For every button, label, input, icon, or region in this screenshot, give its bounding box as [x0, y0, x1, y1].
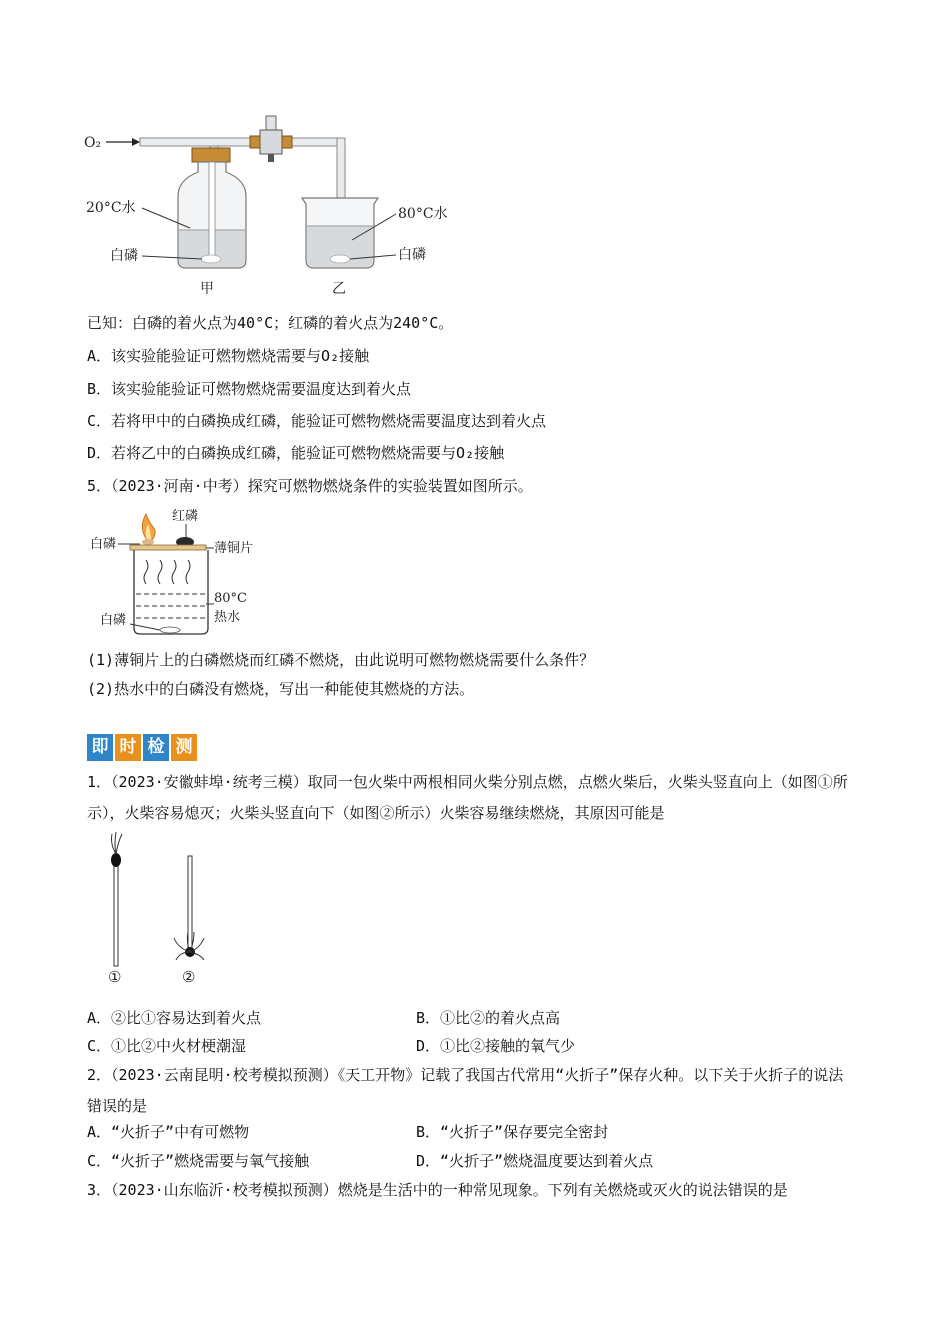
t2-option-c: C．“火折子”燃烧需要与氧气接触 — [87, 1152, 310, 1170]
t1-option-d: D．①比②接触的氧气少 — [416, 1037, 576, 1055]
t1-option-c: C．①比②中火材梗潮湿 — [87, 1037, 247, 1055]
right-apparatus-name: 乙 — [332, 281, 346, 297]
copper-plate-label: 薄铜片 — [214, 541, 254, 556]
section-char-2: 时 — [115, 734, 141, 761]
q5-subquestion-2: (2)热水中的白磷没有燃烧，写出一种能使其燃烧的方法。 — [87, 680, 475, 698]
t1-option-a: A．②比①容易达到着火点 — [87, 1009, 262, 1027]
t1-option-b: B．①比②的着火点高 — [416, 1009, 561, 1027]
hot-water-label: 热水 — [214, 610, 241, 625]
q4-option-b: B．该实验能验证可燃物燃烧需要温度达到着火点 — [87, 380, 412, 398]
section-char-3: 检 — [143, 734, 169, 761]
right-phosphorus-label: 白磷 — [398, 247, 426, 263]
section-char-4: 测 — [171, 734, 197, 761]
white-p-bottom-label: 白磷 — [100, 613, 127, 628]
q5-stem: 5．（2023·河南·中考）探究可燃物燃烧条件的实验装置如图所示。 — [87, 477, 533, 495]
t2-stem: 2．（2023·云南昆明·校考模拟预测）《天工开物》记载了我国古代常用“火折子”保存火种。以下关于火折子的说法错误的是 — [87, 1066, 844, 1115]
copper-plate-figure — [86, 504, 286, 644]
section-heading-badge — [87, 734, 197, 761]
known-conditions: 已知：白磷的着火点为40°C；红磷的着火点为240°C。 — [87, 314, 454, 332]
right-water-label: 80°C水 — [398, 206, 448, 222]
matches-figure — [96, 830, 226, 990]
temperature-label: 80°C — [214, 591, 247, 606]
apparatus-figure-jia-yi — [80, 108, 480, 303]
q4-option-c: C．若将甲中的白磷换成红磷，能验证可燃物燃烧需要温度达到着火点 — [87, 412, 547, 430]
q4-option-a: A．该实验能验证可燃物燃烧需要与O₂接触 — [87, 347, 370, 365]
section-char-1: 即 — [87, 734, 113, 761]
match-label-2: ② — [182, 968, 196, 986]
left-apparatus-name: 甲 — [200, 281, 214, 297]
t2-option-a: A．“火折子”中有可燃物 — [87, 1123, 250, 1141]
t2-option-b: B．“火折子”保存要完全密封 — [416, 1123, 609, 1141]
white-p-top-label: 白磷 — [90, 537, 117, 552]
o2-label: O₂ — [84, 135, 102, 151]
left-phosphorus-label: 白磷 — [110, 248, 138, 264]
t2-option-d: D．“火折子”燃烧温度要达到着火点 — [416, 1152, 654, 1170]
q4-option-d: D．若将乙中的白磷换成红磷，能验证可燃物燃烧需要与O₂接触 — [87, 444, 505, 462]
t3-stem: 3．（2023·山东临沂·校考模拟预测）燃烧是生活中的一种常见现象。下列有关燃烧或灭火的说法错误的是 — [87, 1181, 788, 1199]
t1-stem: 1．（2023·安徽蚌埠·统考三模）取同一包火柴中两根相同火柴分别点燃，点燃火柴后，火柴头竖直向上（如图①所示），火柴容易熄灭；火柴头竖直向下（如图②所示）火柴容易继续燃烧，其原因可能是 — [87, 773, 848, 822]
match-label-1: ① — [108, 968, 122, 986]
red-p-label: 红磷 — [172, 509, 199, 524]
left-water-label: 20°C水 — [86, 200, 136, 216]
q5-subquestion-1: (1)薄铜片上的白磷燃烧而红磷不燃烧，由此说明可燃物燃烧需要什么条件？ — [87, 651, 595, 669]
